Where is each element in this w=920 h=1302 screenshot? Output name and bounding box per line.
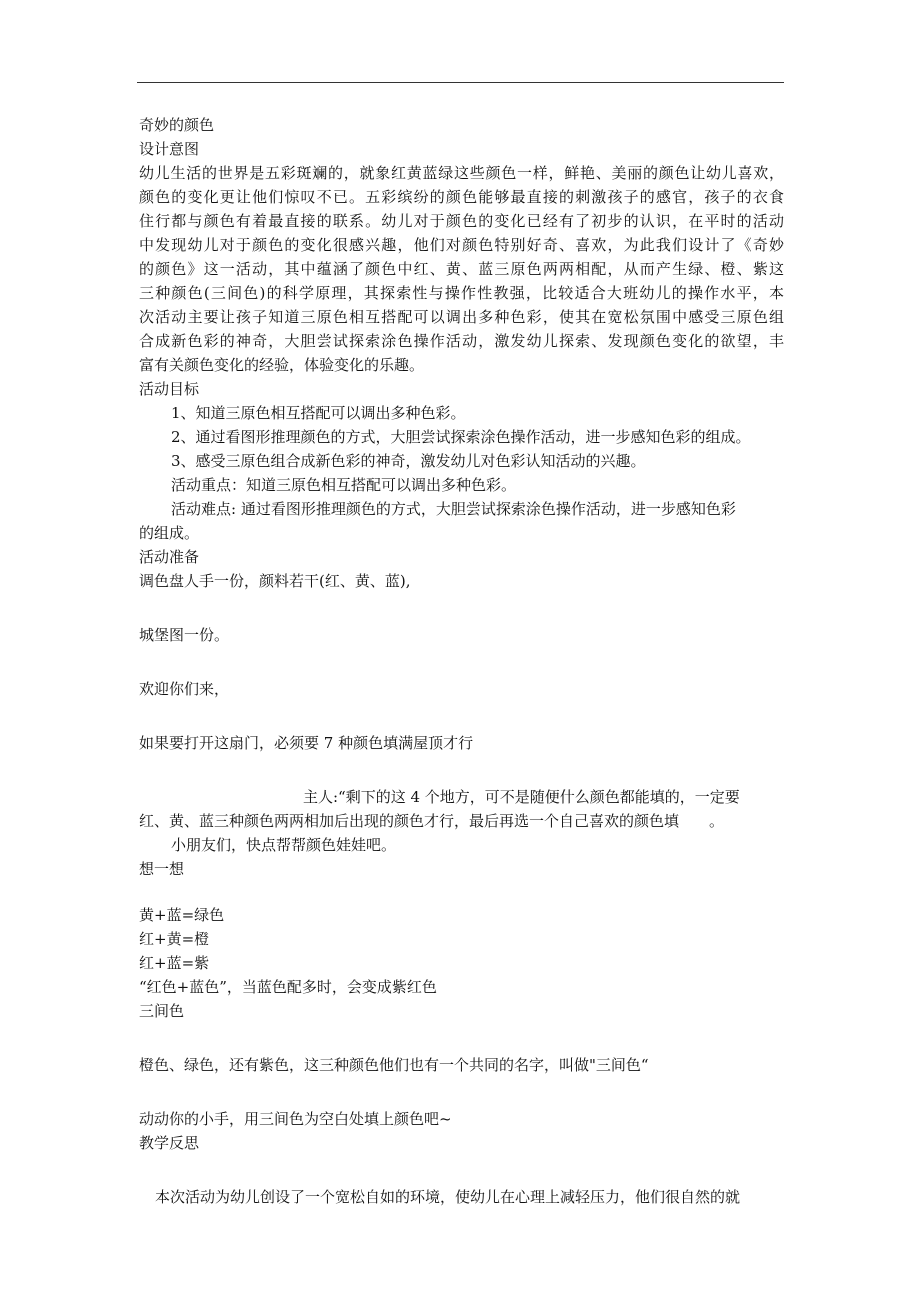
- goal-difficulty: 活动难点: 通过看图形推理颜色的方式，大胆尝试探索涂色操作活动，进一步感知色彩: [171, 500, 736, 518]
- blank-line: [139, 1077, 784, 1107]
- prep-line: 如果要打开这扇门，必须要 7 种颜色填满屋顶才行: [139, 734, 474, 752]
- section-heading-reflection: 教学反思: [139, 1134, 200, 1152]
- formula-note: “红色+蓝色”，当蓝色配多时，会变成紫红色: [139, 978, 437, 996]
- paragraph-line: 富有关颜色变化的经验，体验变化的乐趣。: [139, 356, 425, 374]
- blank-line: [139, 593, 784, 623]
- paragraph-line: 合成新色彩的神奇，大胆尝试探索涂色操作活动，激发幼儿探索、发现颜色变化的欲望，丰: [139, 332, 784, 350]
- blank-line: [139, 755, 784, 785]
- prep-line: 调色盘人手一份，颜料若干(红、黄、蓝),: [139, 572, 411, 590]
- header-rule: [137, 82, 784, 83]
- formula: 红+黄=橙: [139, 930, 210, 948]
- prep-line: 欢迎你们来，: [139, 680, 230, 698]
- paragraph-line: 颜色的变化更让他们惊叹不已。五彩缤纷的颜色能够最直接的刺激孩子的感官，孩子的衣食: [139, 188, 784, 206]
- blank-line: [139, 701, 784, 731]
- host-speech-cont: 红、黄、蓝三种颜色两两相加后出现的颜色才行，最后再选一个自己喜欢的颜色填 。: [139, 812, 725, 830]
- paragraph-line: 三种颜色(三间色)的科学原理，其探索性与操作性教强，比较适合大班幼儿的操作水平，本: [139, 284, 784, 302]
- blank-line: [139, 1155, 784, 1185]
- host-speech: 主人:“剩下的这 4 个地方，可不是随便什么颜色都能填的，一定要: [303, 788, 740, 806]
- paragraph-line: 幼儿生活的世界是五彩斑斓的，就象红黄蓝绿这些颜色一样，鲜艳、美丽的颜色让幼儿喜欢，: [139, 164, 784, 182]
- document-body: [139, 113, 784, 1209]
- goal-difficulty-cont: 的组成。: [139, 524, 200, 542]
- goal-key-point: 活动重点：知道三原色相互搭配可以调出多种色彩。: [171, 476, 517, 494]
- prep-line: 城堡图一份。: [139, 626, 230, 644]
- reflection-line: 本次活动为幼儿创设了一个宽松自如的环境，使幼儿在心理上减轻压力，他们很自然的就: [155, 1188, 741, 1206]
- section-heading-goals: 活动目标: [139, 380, 200, 398]
- secondary-line: 橙色、绿色，还有紫色，这三种颜色他们也有一个共同的名字，叫做"三间色“: [139, 1056, 649, 1074]
- blank-line: [139, 1023, 784, 1053]
- document-title: 奇妙的颜色: [139, 116, 215, 134]
- section-heading-think: 想一想: [139, 860, 185, 878]
- blank-line: [139, 881, 784, 903]
- secondary-line: 动动你的小手，用三间色为空白处填上颜色吧~: [139, 1110, 452, 1128]
- goal-item: 2、通过看图形推理颜色的方式，大胆尝试探索涂色操作活动，进一步感知色彩的组成。: [171, 428, 751, 446]
- formula: 红+蓝=紫: [139, 954, 210, 972]
- help-line: 小朋友们，快点帮帮颜色娃娃吧。: [171, 836, 397, 854]
- paragraph-line: 住行都与颜色有着最直接的联系。幼儿对于颜色的变化已经有了初步的认识，在平时的活动: [139, 212, 784, 230]
- formula: 黄+蓝=绿色: [139, 906, 225, 924]
- paragraph-line: 中发现幼儿对于颜色的变化很感兴趣，他们对颜色特别好奇、喜欢，为此我们设计了《奇妙: [139, 236, 784, 254]
- section-heading-design: 设计意图: [139, 140, 200, 158]
- paragraph-line: 次活动主要让孩子知道三原色相互搭配可以调出多种色彩，使其在宽松氛围中感受三原色组: [139, 308, 784, 326]
- section-heading-secondary: 三间色: [139, 1002, 185, 1020]
- goal-item: 1、知道三原色相互搭配可以调出多种色彩。: [171, 404, 466, 422]
- paragraph-line: 的颜色》这一活动，其中蕴涵了颜色中红、黄、蓝三原色两两相配，从而产生绿、橙、紫这: [139, 260, 784, 278]
- section-heading-prep: 活动准备: [139, 548, 200, 566]
- goal-item: 3、感受三原色组合成新色彩的神奇，激发幼儿对色彩认知活动的兴趣。: [171, 452, 646, 470]
- blank-line: [139, 647, 784, 677]
